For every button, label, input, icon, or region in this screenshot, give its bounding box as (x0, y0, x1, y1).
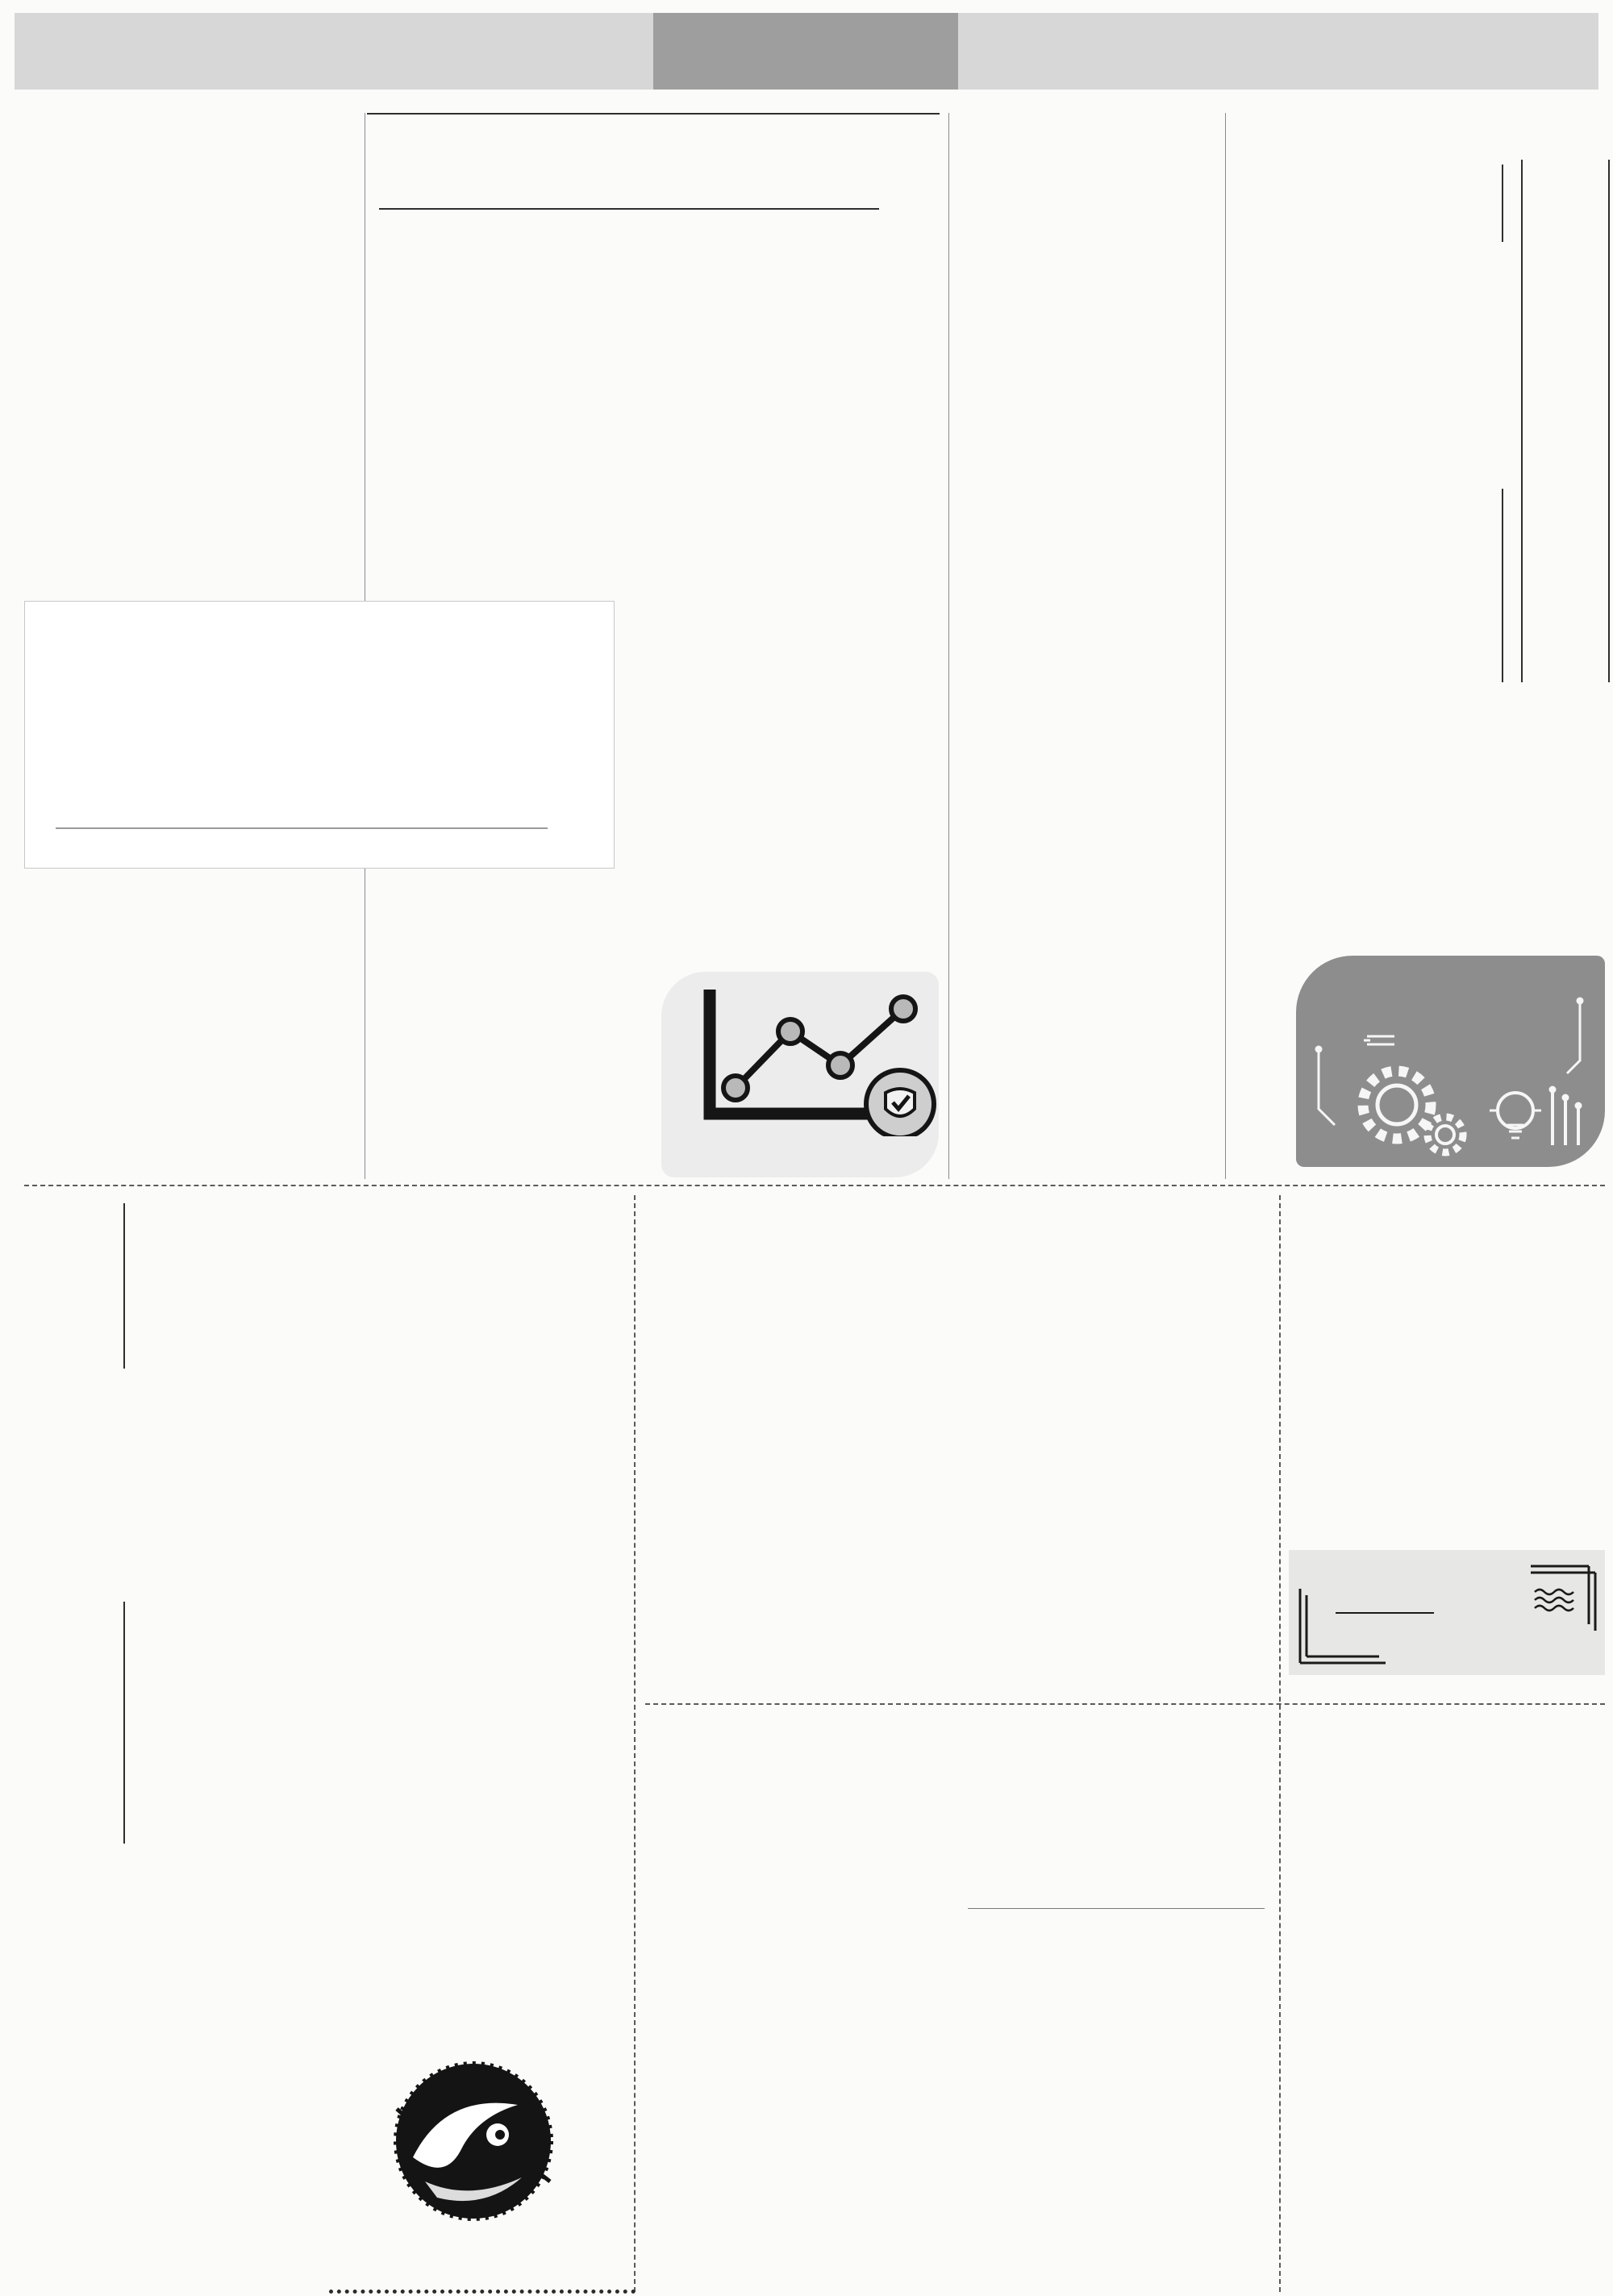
article1-col-mid1-upper (368, 244, 623, 692)
byline-rule (379, 208, 879, 210)
corner-frame-icon (1289, 1550, 1605, 1675)
col-divider-2 (948, 113, 949, 1179)
article5-colD-lower (955, 2024, 1277, 2292)
article5-colD-upper (955, 1723, 1277, 1898)
article3-colA-wide (26, 1824, 313, 2292)
article4-colD (955, 1316, 1277, 1681)
article4-colC (645, 1203, 942, 1687)
article2-col3 (957, 115, 1219, 1176)
article3-vertical-title-2 (27, 1537, 116, 1860)
vtitle-rule-left (1521, 160, 1523, 682)
vtitle-rule-right (1608, 160, 1610, 682)
article3-colB (324, 1203, 619, 2055)
line-chart-shield-icon (661, 975, 939, 1136)
title-top-rule (367, 113, 940, 115)
bottom-divider-2 (1279, 1195, 1281, 2292)
byline-rule-below (1502, 489, 1503, 682)
col-divider-3 (1225, 113, 1226, 1179)
article3-vertical-title-1 (27, 1203, 116, 1526)
smart-manufacturing-graphic (1296, 956, 1605, 1167)
article1-col-mid2 (637, 244, 939, 963)
article3-byline-rule-below (123, 1602, 125, 1844)
article5-colE (1290, 1723, 1605, 2292)
article2-vertical-title (1529, 158, 1605, 686)
article1-col-left-lower (26, 876, 365, 1142)
article4-colE (1290, 1203, 1605, 1545)
article2-col4-narrow (1290, 155, 1474, 691)
article3-colA (150, 1203, 311, 1823)
article2-col4-wide (1236, 695, 1607, 937)
half-page-divider (24, 1185, 1605, 1186)
cost-control-graphic (661, 972, 939, 1177)
article1-byline-row (379, 208, 911, 210)
forum-stamp-graphic (329, 2061, 636, 2296)
precision-management-graphic (1289, 1550, 1605, 1675)
forum-stamp-dotted-line (329, 2290, 636, 2294)
bottom-mid-divider (645, 1703, 1605, 1705)
article1-col-left-upper (26, 115, 365, 602)
masthead-box (653, 13, 958, 90)
article3-byline-rule-above (123, 1203, 125, 1369)
article5-colC (645, 1723, 942, 2292)
gear-bulb-circuit-icon (1296, 956, 1605, 1167)
article1-col-mid1-lower (368, 879, 623, 1176)
ink-stamp-icon (348, 2061, 598, 2222)
byline-rule-above (1502, 165, 1503, 242)
article5-title-rule (968, 1908, 1265, 1909)
chart-category-axis (56, 831, 548, 866)
